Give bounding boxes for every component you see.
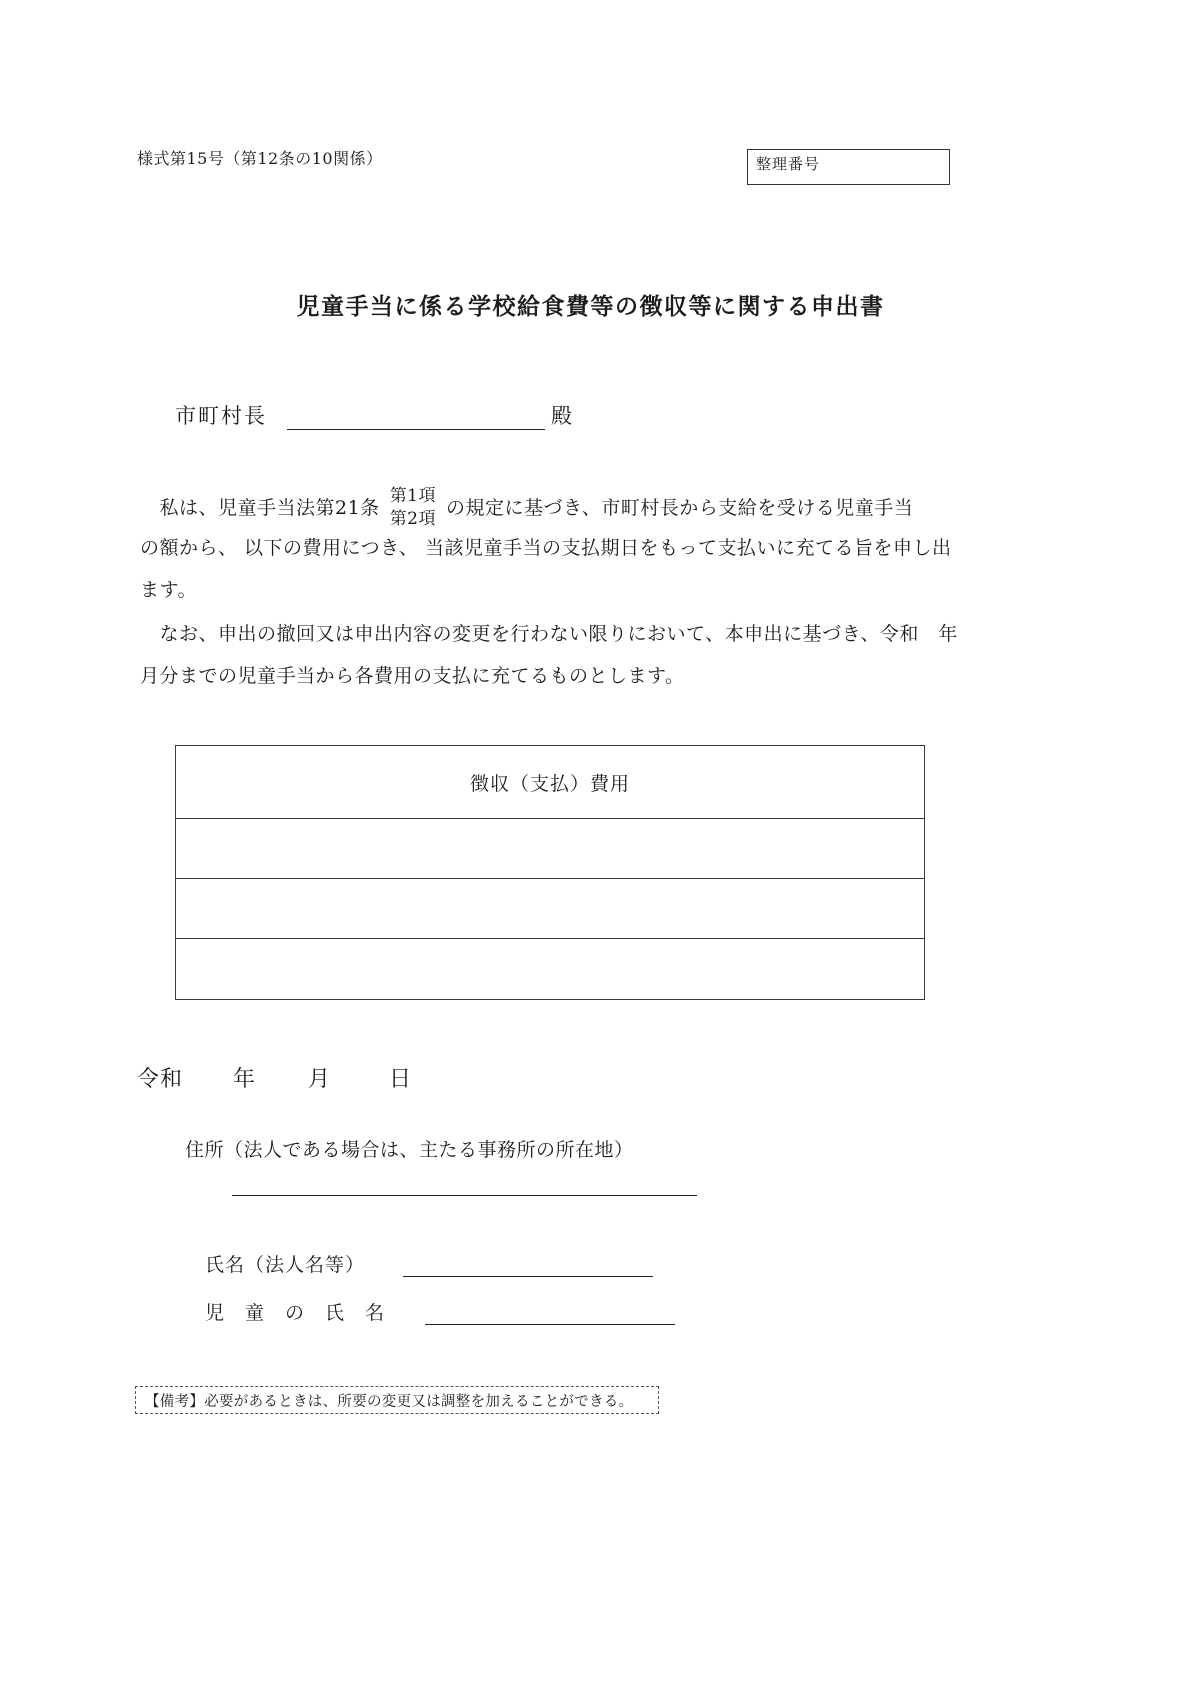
applicant-name-label: 氏名（法人名等） bbox=[205, 1254, 366, 1276]
addressee-honorific: 殿 bbox=[551, 404, 574, 428]
applicant-name-blank bbox=[403, 1253, 653, 1277]
reference-number-label: 整理番号 bbox=[756, 155, 821, 173]
date-era: 令和 bbox=[137, 1067, 184, 1092]
reference-number-box bbox=[747, 149, 950, 185]
fee-table bbox=[175, 745, 925, 1000]
paragraph2-line2: 月分までの児童手当から各費用の支払に充てるものとします。 bbox=[140, 665, 685, 687]
paragraph1-after-clause: の規定に基づき、市町村長から支給を受ける児童手当 bbox=[446, 496, 914, 519]
child-name-row bbox=[205, 1298, 675, 1325]
child-name-label: 児 童 の 氏 名 bbox=[205, 1302, 386, 1324]
paragraph2-line1: なお、申出の撤回又は申出内容の変更を行わない限りにおいて、本申出に基づき、令和 年 bbox=[140, 623, 958, 645]
form-number: 様式第15号（第12条の10関係） bbox=[137, 149, 383, 168]
addressee-name-blank bbox=[287, 404, 545, 430]
paragraph1-line3: ます。 bbox=[140, 579, 197, 601]
applicant-name-row bbox=[205, 1250, 653, 1277]
addressee-role: 市町村長 bbox=[175, 404, 267, 428]
paragraph1-lead: 私は、児童手当法第21条 bbox=[140, 496, 380, 519]
date-month-label: 月 bbox=[308, 1067, 332, 1092]
fee-table-row bbox=[176, 819, 924, 879]
date-year-label: 年 bbox=[233, 1067, 257, 1092]
address-blank bbox=[232, 1172, 697, 1196]
date-day-label: 日 bbox=[389, 1067, 413, 1092]
remarks-box bbox=[135, 1386, 659, 1414]
clause-option-2: 第2項 bbox=[389, 509, 437, 529]
fee-table-row bbox=[176, 879, 924, 939]
child-name-blank bbox=[425, 1301, 675, 1325]
fee-table-rows bbox=[176, 819, 924, 999]
address-label: 住所（法人である場合は、主たる事務所の所在地） bbox=[185, 1139, 634, 1161]
remarks-text: 【備考】必要があるときは、所要の変更又は調整を加えることができる。 bbox=[145, 1393, 634, 1410]
date-line bbox=[137, 1062, 412, 1093]
paragraph1-line1 bbox=[140, 480, 970, 536]
addressee-line bbox=[175, 400, 574, 430]
fee-table-header: 徴収（支払）費用 bbox=[176, 746, 924, 819]
page-title: 児童手当に係る学校給食費等の徴収等に関する申出書 bbox=[296, 293, 885, 320]
fee-table-row bbox=[176, 939, 924, 999]
clause-options bbox=[390, 485, 436, 531]
clause-option-1: 第1項 bbox=[389, 486, 437, 507]
paragraph1-line2: の額から、 以下の費用につき、 当該児童手当の支払期日をもって支払いに充てる旨を申し出 bbox=[140, 537, 952, 559]
